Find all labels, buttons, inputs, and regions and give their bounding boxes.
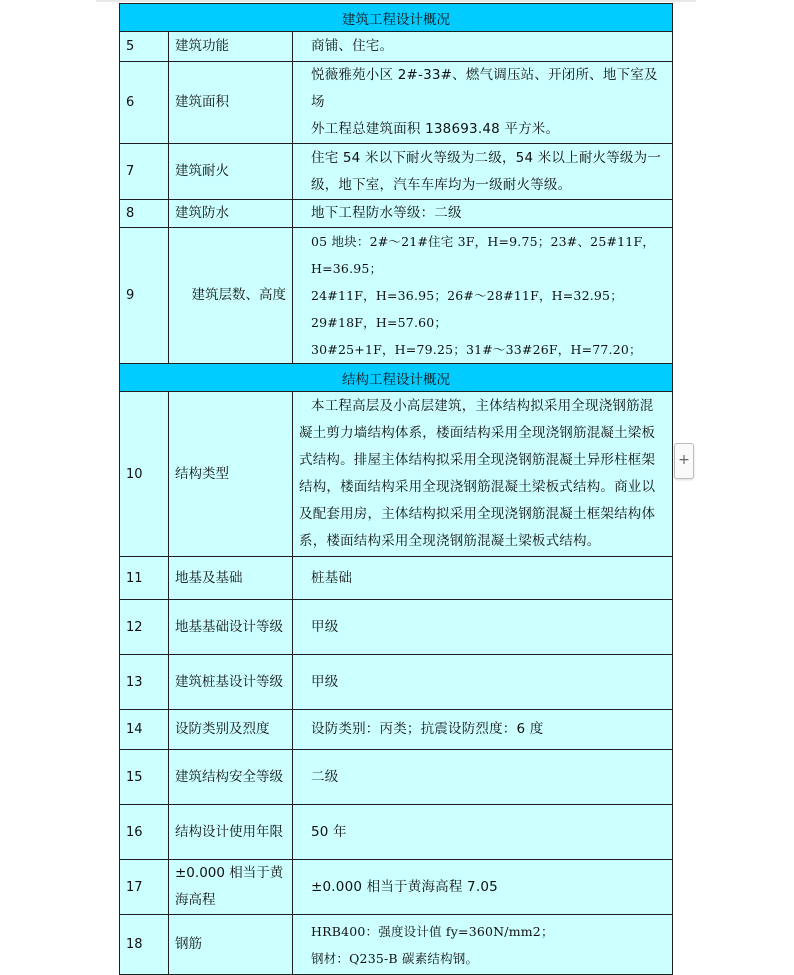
table-row <box>120 655 673 710</box>
row-value: 悦薇雅苑小区 2#-33#、燃气调压站、开闭所、地下室及场 外工程总建筑面积 138693.48 平方米。 <box>293 62 673 144</box>
row-label: 地基基础设计等级 <box>169 600 293 655</box>
table-row <box>120 200 673 228</box>
row-value: 本工程高层及小高层建筑，主体结构拟采用全现浇钢筋混 凝土剪力墙结构体系，楼面结构采用全现浇钢筋混凝土梁板 式结构。排屋主体结构拟采用全现浇钢筋混凝土异形柱框架 结构，楼面结构采用全现浇钢筋混凝土梁板式结构。商业以 及配套用房，主体结构拟采用全现浇钢筋混凝土框架结构体 系，楼面结构采用全现浇钢筋混凝土梁板式结构。 <box>293 392 673 557</box>
row-label: 建筑结构安全等级 <box>169 750 293 805</box>
table-row <box>120 805 673 860</box>
row-number: 6 <box>120 62 169 144</box>
row-label: 设防类别及烈度 <box>169 710 293 750</box>
table-row <box>120 600 673 655</box>
row-number: 5 <box>120 32 169 62</box>
row-number: 8 <box>120 200 169 228</box>
row-number: 16 <box>120 805 169 860</box>
row-number: 12 <box>120 600 169 655</box>
row-number: 17 <box>120 860 169 915</box>
row-number: 9 <box>120 228 169 364</box>
row-label: 钢筋 <box>169 915 293 975</box>
row-number: 15 <box>120 750 169 805</box>
table-row <box>120 915 673 975</box>
row-value: 05 地块：2#～21#住宅 3F，H=9.75；23#、25#11F，H=36.95； 24#11F，H=36.95；26#～28#11F，H=32.95；29#18F，H=57.60； 30#25+1F，H=79.25；31#～33#26F，H=77.20； <box>293 228 673 364</box>
row-label: 建筑层数、高度 <box>169 228 293 364</box>
section-title-structure: 结构工程设计概况 <box>120 364 673 392</box>
row-label: 结构设计使用年限 <box>169 805 293 860</box>
row-number: 18 <box>120 915 169 975</box>
row-value: 商铺、住宅。 <box>293 32 673 62</box>
table-row <box>120 392 673 557</box>
row-label: 结构类型 <box>169 392 293 557</box>
row-label: 建筑耐火 <box>169 144 293 200</box>
section-header-row <box>120 364 673 392</box>
page-top-border <box>96 0 696 2</box>
row-value: 甲级 <box>293 655 673 710</box>
row-label: 建筑功能 <box>169 32 293 62</box>
table-row <box>120 750 673 805</box>
table-row <box>120 62 673 144</box>
row-value: 设防类别：丙类；抗震设防烈度：6 度 <box>293 710 673 750</box>
row-value: 住宅 54 米以下耐火等级为二级，54 米以上耐火等级为一 级，地下室，汽车车库均为一级耐火等级。 <box>293 144 673 200</box>
section-header-row <box>120 4 673 32</box>
section-title-architecture: 建筑工程设计概况 <box>120 4 673 32</box>
row-number: 13 <box>120 655 169 710</box>
project-overview-table <box>119 3 673 975</box>
document-page <box>119 3 672 975</box>
add-button[interactable]: + <box>674 443 694 479</box>
row-label: 建筑面积 <box>169 62 293 144</box>
table-row <box>120 860 673 915</box>
row-value: 50 年 <box>293 805 673 860</box>
table-row <box>120 710 673 750</box>
row-label: 地基及基础 <box>169 557 293 600</box>
table-row <box>120 557 673 600</box>
row-number: 11 <box>120 557 169 600</box>
row-value: 甲级 <box>293 600 673 655</box>
table-row <box>120 32 673 62</box>
row-value: HRB400：强度设计值 fy=360N/mm2； 钢材：Q235-B 碳素结构钢。 <box>293 915 673 975</box>
table-row <box>120 144 673 200</box>
row-number: 14 <box>120 710 169 750</box>
row-value: 二级 <box>293 750 673 805</box>
row-number: 10 <box>120 392 169 557</box>
row-value: ±0.000 相当于黄海高程 7.05 <box>293 860 673 915</box>
row-value: 桩基础 <box>293 557 673 600</box>
row-label: ±0.000 相当于黄海高程 <box>169 860 293 915</box>
row-label: 建筑防水 <box>169 200 293 228</box>
row-number: 7 <box>120 144 169 200</box>
row-value: 地下工程防水等级：二级 <box>293 200 673 228</box>
table-row <box>120 228 673 364</box>
row-label: 建筑桩基设计等级 <box>169 655 293 710</box>
